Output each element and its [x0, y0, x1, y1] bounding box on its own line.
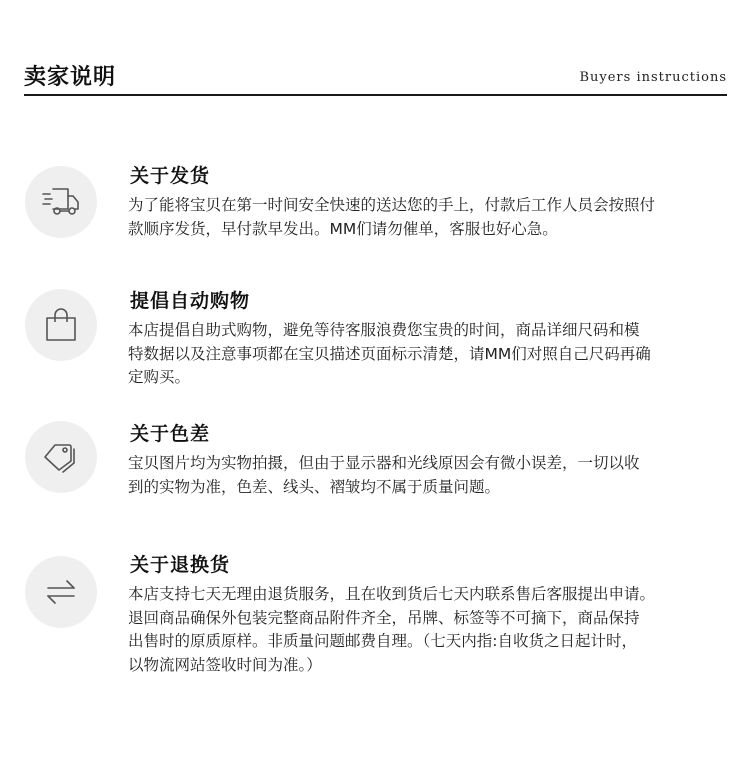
section-header: [24, 58, 727, 96]
icon-circle: [25, 289, 97, 361]
section-title: 关于发货: [130, 165, 211, 187]
icon-circle: [25, 166, 97, 238]
section-title: 关于色差: [130, 423, 211, 445]
icon-circle: [25, 421, 97, 493]
page-subtitle: Buyers instructions: [579, 70, 727, 85]
exchange-arrows-icon: [44, 578, 78, 606]
section-body: 本店提倡自助式购物，避免等待客服浪费您宝贵的时间，商品详细尺码和模 特数据以及注意事项都在宝贝描述页面标示清楚，请MM们对照自己尺码再确 定购买。: [128, 321, 651, 386]
section-body: 宝贝图片均为实物拍摄，但由于显示器和光线原因会有微小误差，一切以收 到的实物为准，色差、线头、褶皱均不属于质量问题。: [128, 454, 640, 496]
section-title: 提倡自动购物: [130, 290, 251, 312]
section-title: 关于退换货: [130, 554, 231, 576]
page-title: 卖家说明: [24, 65, 117, 90]
section-body: 本店支持七天无理由退货服务，且在收到货后七天内联系售后客服提出申请。 退回商品确保外包装完整商品附件齐全，吊牌、标签等不可摘下，商品保持 出售时的原质原样。非质量问题邮费自理。（七天内指:自收货之日起计时， 以物流网站签收时间为准。）: [128, 585, 656, 674]
icon-circle: [25, 556, 97, 628]
shopping-bag-icon: [44, 307, 78, 343]
delivery-truck-icon: [41, 185, 81, 219]
section-body: 为了能将宝贝在第一时间安全快速的送达您的手上，付款后工作人员会按照付 款顺序发货，早付款早发出。MM们请勿催单，客服也好心急。: [128, 196, 656, 238]
price-tag-icon: [41, 439, 81, 475]
